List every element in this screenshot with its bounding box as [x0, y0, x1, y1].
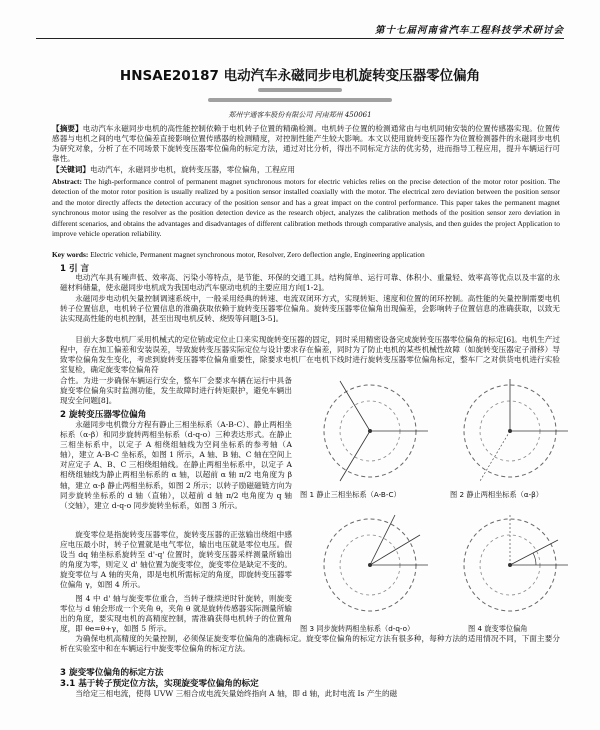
running-head: 第十七届河南省汽车工程科技学术研讨会 — [374, 25, 564, 36]
abstract-en-text: The high-performance control of permanent magnet synchronous motors for electric vehicles relies on the precise detection of the motor rotor position. The detection of the motor rotor position is usually realized by a position sensor installed coaxially with the motor. The electrical zero deviation between the position sensor and the motor directly affects the detection accuracy of the position sensor and has a great impact on the control performance. This paper takes the permanent magnet synchronous motor using the resolver as the position detection device as the research object, analyzes the calibration methods of the position sensor zero deviation in different scenarios, and obtains the advantages and disadvantages of different calibration methods through comparative analysis, and then guides the project Application to improve vehicle operation reliability. — [52, 177, 560, 239]
abstract-cn-label: 【摘要】 — [52, 124, 83, 133]
paper-title: HNSAE20187 电动汽车永磁同步电机旋转变压器零位偏角 — [119, 68, 481, 84]
abstract-cn-text: 电动汽车永磁同步电机的高性能控制依赖于电机转子位置的精确检测。电机转子位置的检测通常由与电机同轴安装的位置传感器实现。位置传感器与电机之间的电气零位偏差直接影响位置传感器的检测精度，对控制性能产生较大影响。本文以使用旋转变压器作为位置检测器件的永磁同步电机为研究对象，分析了在不同场景下旋转变压器零位偏角的标定方法，通过对比分析，得出不同标定方法的优劣势，进而指导工程应用，提升车辆运行可靠性。 — [52, 124, 560, 164]
figure-4-diagram — [440, 510, 580, 620]
figure-2-caption: 图 2 静止两相坐标系（α-β） — [450, 490, 543, 499]
figure-3 — [300, 510, 440, 632]
figure-4-caption: 图 4 旋变零位偏角 — [468, 624, 528, 633]
figure-3-caption: 图 3 同步旋转两相坐标系（d-q-o） — [300, 624, 415, 633]
keywords-cn-text: 电动汽车，永磁同步电机，旋转变压器，零位偏角，工程应用 — [89, 165, 295, 174]
section-3-heading: 3 旋变零位偏角的标定方法 — [60, 668, 164, 678]
sec1-paragraph-1: 电动汽车具有噪声低、效率高、污染小等特点，是节能、环保的交通工具。结构简单、运行可靠、体积小、重量轻、效率高等优点以及丰富的永磁材料储量，使永磁同步电机成为我国电动汽车驱动电机的主要应用方向[1-2]。 — [60, 273, 560, 293]
sec2-paragraph-1: 永磁同步电机微分方程有静止三相坐标系（A-B-C）、静止两相坐标系（α-β）和同步旋转两相坐标系（d-q-o）三种表达形式。在静止三相坐标系中，以定子 A 相绕组轴线为空间坐标系的参考轴（A 轴），建立 A-B-C 坐标系，如图 1 所示，A 轴、B 轴、C 轴在空间上对应定子 A、B、C 三相绕组轴线。在静止两相坐标系中，以定子 A 相绕组轴线为静止两相坐标系的 α 轴，以超前 α 轴 π/2 电角度为 β 轴，建立 α-β 静止两相坐标系，如图 2 所示；以转子励磁磁链方向为同步旋转坐标系的 d 轴（直轴），以超前 d 轴 π/2 电角度为 q 轴（交轴），建立 d-q-o 同步旋转坐标系，如图 3 所示。 — [60, 420, 292, 510]
section-1-heading: 1 引 言 — [60, 264, 90, 274]
abstract-en — [52, 177, 560, 239]
sec1-paragraph-3-tail: 合性。为进一步确保车辆运行安全，整车厂会要求车辆在运行中具备旋变零位偏角实时监测功能，发生故障时进行转矩限护，避免车辆出现安全问题[8]。 — [60, 376, 292, 406]
keywords-en-label: Key words: — [52, 250, 89, 259]
sec2-paragraph-3: 图 4 中 d' 轴与旋变零位重合，当转子继续逆时针旋转，则旋变零位与 d 轴会形成一个夹角 θ，夹角 θ 就是旋转传感器实际测量所输出的角度，要实现电机的高精度控制，需准确获得电机转子的位置角度，即 θe=θ+γ，如图 5 所示。 — [60, 594, 292, 634]
keywords-cn-label: 【关键词】 — [52, 165, 90, 174]
figure-1 — [300, 376, 440, 498]
abstract-cn — [52, 124, 560, 164]
figure-2 — [440, 376, 580, 498]
keywords-cn — [52, 165, 560, 175]
keywords-en-text: Electric vehicle, Permanent magnet synchronous motor, Resolver, Zero deflection angle, Engineering application — [90, 250, 425, 259]
sec2-paragraph-4: 为确保电机高精度的矢量控制，必须保证旋变零位偏角的准确标定。旋变零位偏角的标定方法有很多种，每种方法的适用情况不同，下面主要分析在实验室中和在车辆运行中旋变零位偏角的标定方法。 — [60, 634, 560, 654]
keywords-en — [52, 250, 560, 260]
author-names-image — [200, 86, 400, 110]
sec31-paragraph-1: 当给定三相电流，使得 UVW 三相合成电流矢量始终指向 A 轴，即 d 轴，此时电流 Is 产生的磁 — [75, 689, 398, 698]
header-rule — [36, 38, 564, 39]
section-3-1-heading: 3.1 基于转子预定位方法，实现旋变零位偏角的标定 — [60, 679, 259, 689]
figure-1-diagram — [300, 376, 440, 486]
sec1-paragraph-3: 目前大多数电机厂采用机械式的定位销或定位止口来实现旋转变压器的固定，同时采用精密设备完成旋转变压器零位偏角的标定[6]。电机生产过程中，存在加工偏差和安装误差，导致旋转变压器实际定位与设计要求存在偏差，同时为了防止电机的某些机械性故障（如旋转变压器定子滑移）导致零位偏角发生变化，考虑到旋转变压器零位偏角重要性，除要求电机厂在电机下线时进行旋转变压器零位偏角标定，整车厂之对供货电机进行实验室复检，确定旋变零位偏角符 — [60, 335, 560, 375]
figure-4 — [440, 510, 580, 632]
section-2-heading: 2 旋转变压器零位偏角 — [60, 410, 147, 420]
sec2-paragraph-2: 旋变零位是指旋转变压器零位，旋转变压器的正弦输出绕组中感应电压最小时，转子位置就是电气零位，输出电压就是零位电压。假设当 dq 轴坐标系旋转至 d'-q' 位置时，旋转变压器采样测量所输出的角度为零，则定义 d' 轴位置为旋变零位，旋变零位是缺定不变的。旋变零位与 A 轴的夹角，即是电机所需标定的角度，即旋转变压器零位偏角 γ，如图 4 所示。 — [60, 530, 292, 590]
sec1-paragraph-2: 永磁同步电动机矢量控制调速系统中，一般采用经典的转速、电流双闭环方式，实现转矩、速度和位置的闭环控制。高性能的矢量控制需要电机转子位置信息，电机转子位置信息的准确获取依赖于旋转变压器零位偏角。旋转变压器零位偏角出现偏差，会影响转子位置信息的准确获取，以致无法实现高性能的电机控制，甚至出现电机反转、烧毁等问题[3-5]。 — [60, 294, 560, 324]
abstract-en-label: Abstract: — [52, 177, 82, 186]
affiliation: 郑州宇通客车股份有限公司 河南郑州 450061 — [228, 111, 372, 119]
figure-3-diagram — [300, 510, 440, 620]
figure-1-caption: 图 1 静止三相坐标系（A-B-C） — [300, 490, 401, 499]
figure-2-diagram — [440, 376, 580, 486]
